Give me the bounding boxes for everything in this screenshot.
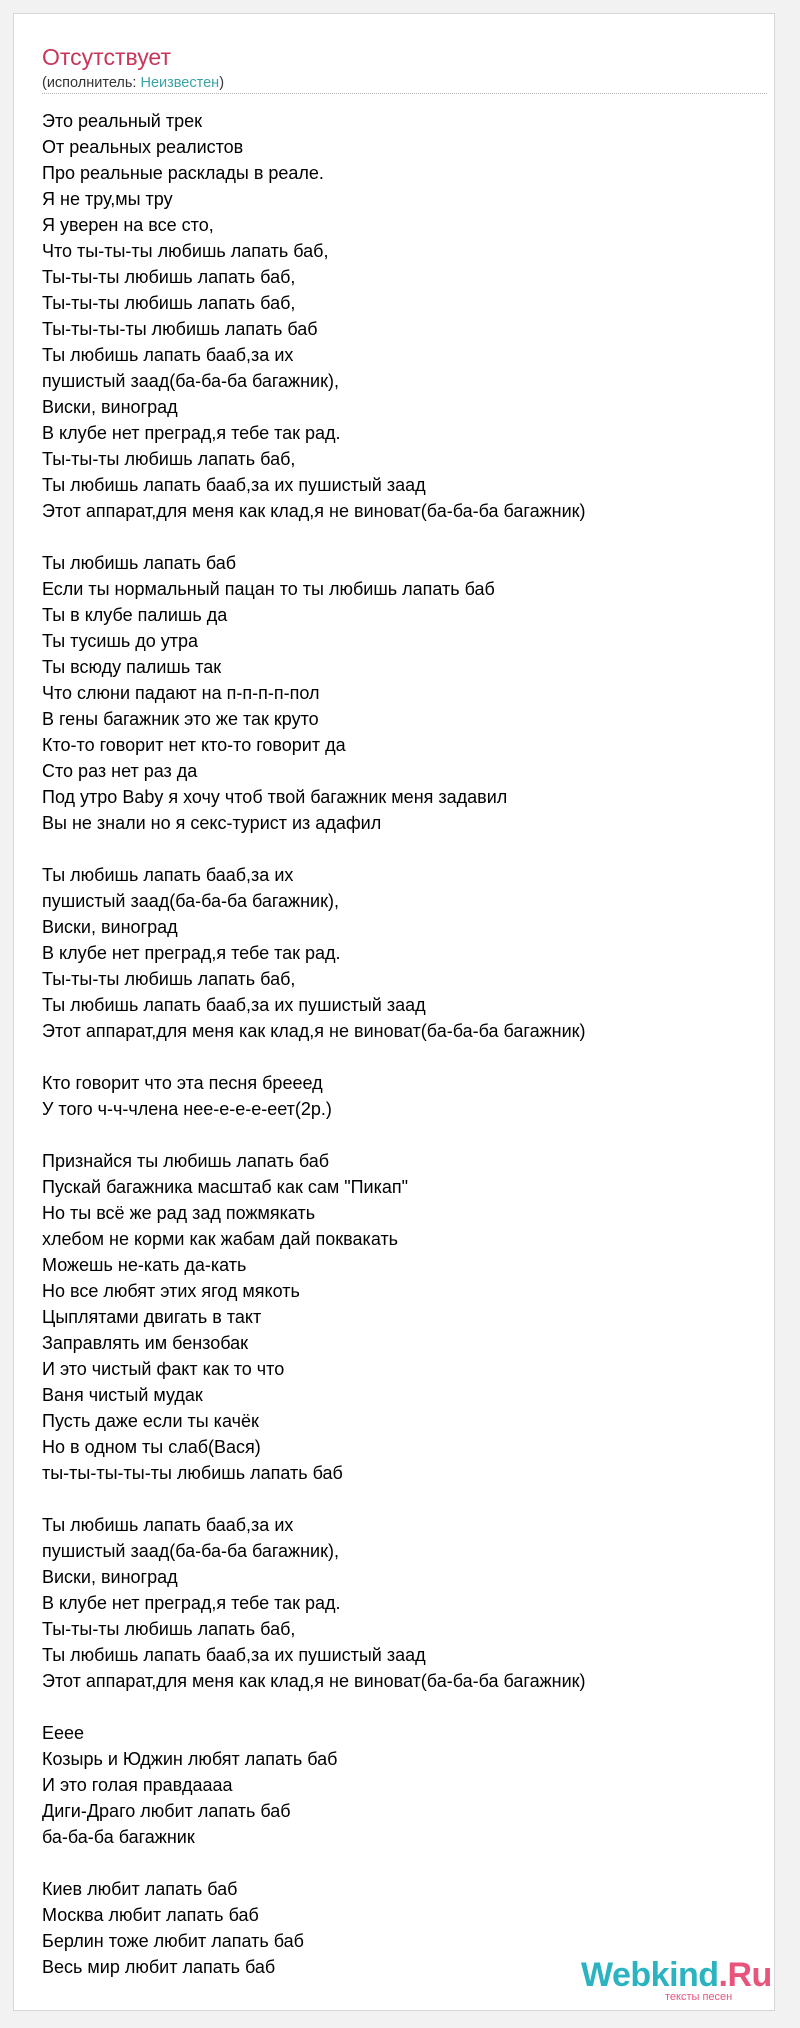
lyric-line: Ты любишь лапать баб xyxy=(42,553,237,573)
logo-tagline: тексты песен xyxy=(665,1991,733,2003)
lyric-line: В клубе нет преград,я тебе так рад. xyxy=(42,1593,341,1613)
artist-link[interactable]: Неизвестен xyxy=(140,75,220,91)
lyrics-text xyxy=(42,108,762,2006)
lyrics-stanza xyxy=(42,1512,762,1694)
logo-wordmark xyxy=(581,1958,772,1992)
lyric-line: В клубе нет преград,я тебе так рад. xyxy=(42,943,341,963)
lyric-line: Диги-Драго любит лапать баб xyxy=(42,1801,291,1821)
lyrics-card xyxy=(13,13,775,2011)
lyric-line: Киев любит лапать баб xyxy=(42,1879,238,1899)
lyric-line: Пусть даже если ты качёк xyxy=(42,1411,259,1431)
lyric-line: Ты в клубе палишь да xyxy=(42,605,228,625)
lyric-line: Можешь не-кать да-кать xyxy=(42,1255,247,1275)
lyric-line: От реальных реалистов xyxy=(42,137,244,157)
lyric-line: У того ч-ч-члена нее-е-е-е-еет(2р.) xyxy=(42,1099,332,1119)
lyric-line: Сто раз нет раз да xyxy=(42,761,198,781)
logo-name: Webkind xyxy=(581,1956,719,1994)
lyrics-stanza xyxy=(42,1070,762,1122)
lyric-line: пушистый заад(ба-ба-ба багажник), xyxy=(42,891,339,911)
lyric-line: пушистый заад(ба-ба-ба багажник), xyxy=(42,1541,339,1561)
lyric-line: Ты-ты-ты любишь лапать баб, xyxy=(42,267,296,287)
lyric-line: Цыплятами двигать в такт xyxy=(42,1307,262,1327)
lyric-line: пушистый заад(ба-ба-ба багажник), xyxy=(42,371,339,391)
logo-suffix: .Ru xyxy=(718,1956,772,1994)
lyric-line: Если ты нормальный пацан то ты любишь лапать баб xyxy=(42,579,495,599)
lyric-line: Ты-ты-ты любишь лапать баб, xyxy=(42,293,296,313)
lyric-line: Ты тусишь до утра xyxy=(42,631,199,651)
lyric-line: Ты любишь лапать бааб,за их пушистый заад xyxy=(42,995,426,1015)
lyric-line: Что слюни падают на п-п-п-п-пол xyxy=(42,683,320,703)
lyric-line: Ты любишь лапать бааб,за их xyxy=(42,345,294,365)
lyric-line: Этот аппарат,для меня как клад,я не виноват(ба-ба-ба багажник) xyxy=(42,501,586,521)
lyric-line: Ты любишь лапать бааб,за их пушистый заад xyxy=(42,475,426,495)
lyric-line: Кто говорит что эта песня брееед xyxy=(42,1073,323,1093)
lyric-line: Это реальный трек xyxy=(42,111,202,131)
lyric-line: Еееe xyxy=(42,1723,85,1743)
lyric-line: Козырь и Юджин любят лапать баб xyxy=(42,1749,338,1769)
lyric-line: Москва любит лапать баб xyxy=(42,1905,259,1925)
lyric-line: Под утро Baby я хочу чтоб твой багажник меня задавил xyxy=(42,787,508,807)
lyric-line: И это голая правдаааа xyxy=(42,1775,233,1795)
lyric-line: Этот аппарат,для меня как клад,я не виноват(ба-ба-ба багажник) xyxy=(42,1021,586,1041)
lyrics-stanza xyxy=(42,1720,762,1850)
lyric-line: Признайся ты любишь лапать баб xyxy=(42,1151,330,1171)
lyric-line: Я уверен на все сто, xyxy=(42,215,214,235)
lyric-line: Ваня чистый мудак xyxy=(42,1385,203,1405)
lyric-line: В гены багажник это же так круто xyxy=(42,709,319,729)
lyric-line: Ты-ты-ты-ты любишь лапать баб xyxy=(42,319,318,339)
lyric-line: Про реальные расклады в реале. xyxy=(42,163,324,183)
lyrics-stanza xyxy=(42,862,762,1044)
lyric-line: Заправлять им бензобак xyxy=(42,1333,249,1353)
lyric-line: Этот аппарат,для меня как клад,я не виноват(ба-ба-ба багажник) xyxy=(42,1671,586,1691)
lyric-line: Ты любишь лапать бааб,за их пушистый заад xyxy=(42,1645,426,1665)
lyric-line: Но ты всё же рад зад пожмякать xyxy=(42,1203,316,1223)
lyrics-stanza xyxy=(42,550,762,836)
lyric-line: ба-ба-ба багажник xyxy=(42,1827,195,1847)
webkind-logo[interactable] xyxy=(581,1958,771,2002)
lyric-line: И это чистый факт как то что xyxy=(42,1359,285,1379)
lyric-line: Ты-ты-ты любишь лапать баб, xyxy=(42,1619,296,1639)
lyric-line: Кто-то говорит нет кто-то говорит да xyxy=(42,735,346,755)
artist-suffix: ) xyxy=(219,75,225,91)
lyric-line: Весь мир любит лапать баб xyxy=(42,1957,276,1977)
lyric-line: ты-ты-ты-ты-ты любишь лапать баб xyxy=(42,1463,343,1483)
lyric-line: Но в одном ты слаб(Вася) xyxy=(42,1437,261,1457)
lyric-line: Ты любишь лапать бааб,за их xyxy=(42,865,294,885)
lyric-line: Виски, виноград xyxy=(42,397,178,417)
lyric-line: Я не тру,мы тру xyxy=(42,189,173,209)
lyric-line: хлебом не корми как жабам дай поквакать xyxy=(42,1229,399,1249)
song-title: Отсутствует xyxy=(42,44,171,70)
divider xyxy=(42,93,767,94)
lyric-line: Ты всюду палишь так xyxy=(42,657,222,677)
lyrics-stanza xyxy=(42,1148,762,1486)
lyric-line: Что ты-ты-ты любишь лапать баб, xyxy=(42,241,329,261)
lyric-line: Вы не знали но я секс-турист из адафил xyxy=(42,813,382,833)
lyric-line: В клубе нет преград,я тебе так рад. xyxy=(42,423,341,443)
lyric-line: Виски, виноград xyxy=(42,1567,178,1587)
lyric-line: Ты-ты-ты любишь лапать баб, xyxy=(42,449,296,469)
lyric-line: Ты-ты-ты любишь лапать баб, xyxy=(42,969,296,989)
lyric-line: Ты любишь лапать бааб,за их xyxy=(42,1515,294,1535)
artist-prefix: (исполнитель: xyxy=(42,75,141,91)
lyric-line: Виски, виноград xyxy=(42,917,178,937)
lyric-line: Берлин тоже любит лапать баб xyxy=(42,1931,304,1951)
artist-line xyxy=(42,74,224,92)
lyrics-stanza xyxy=(42,108,762,524)
lyric-line: Пускай багажника масштаб как сам "Пикап" xyxy=(42,1177,409,1197)
lyric-line: Но все любят этих ягод мякоть xyxy=(42,1281,300,1301)
